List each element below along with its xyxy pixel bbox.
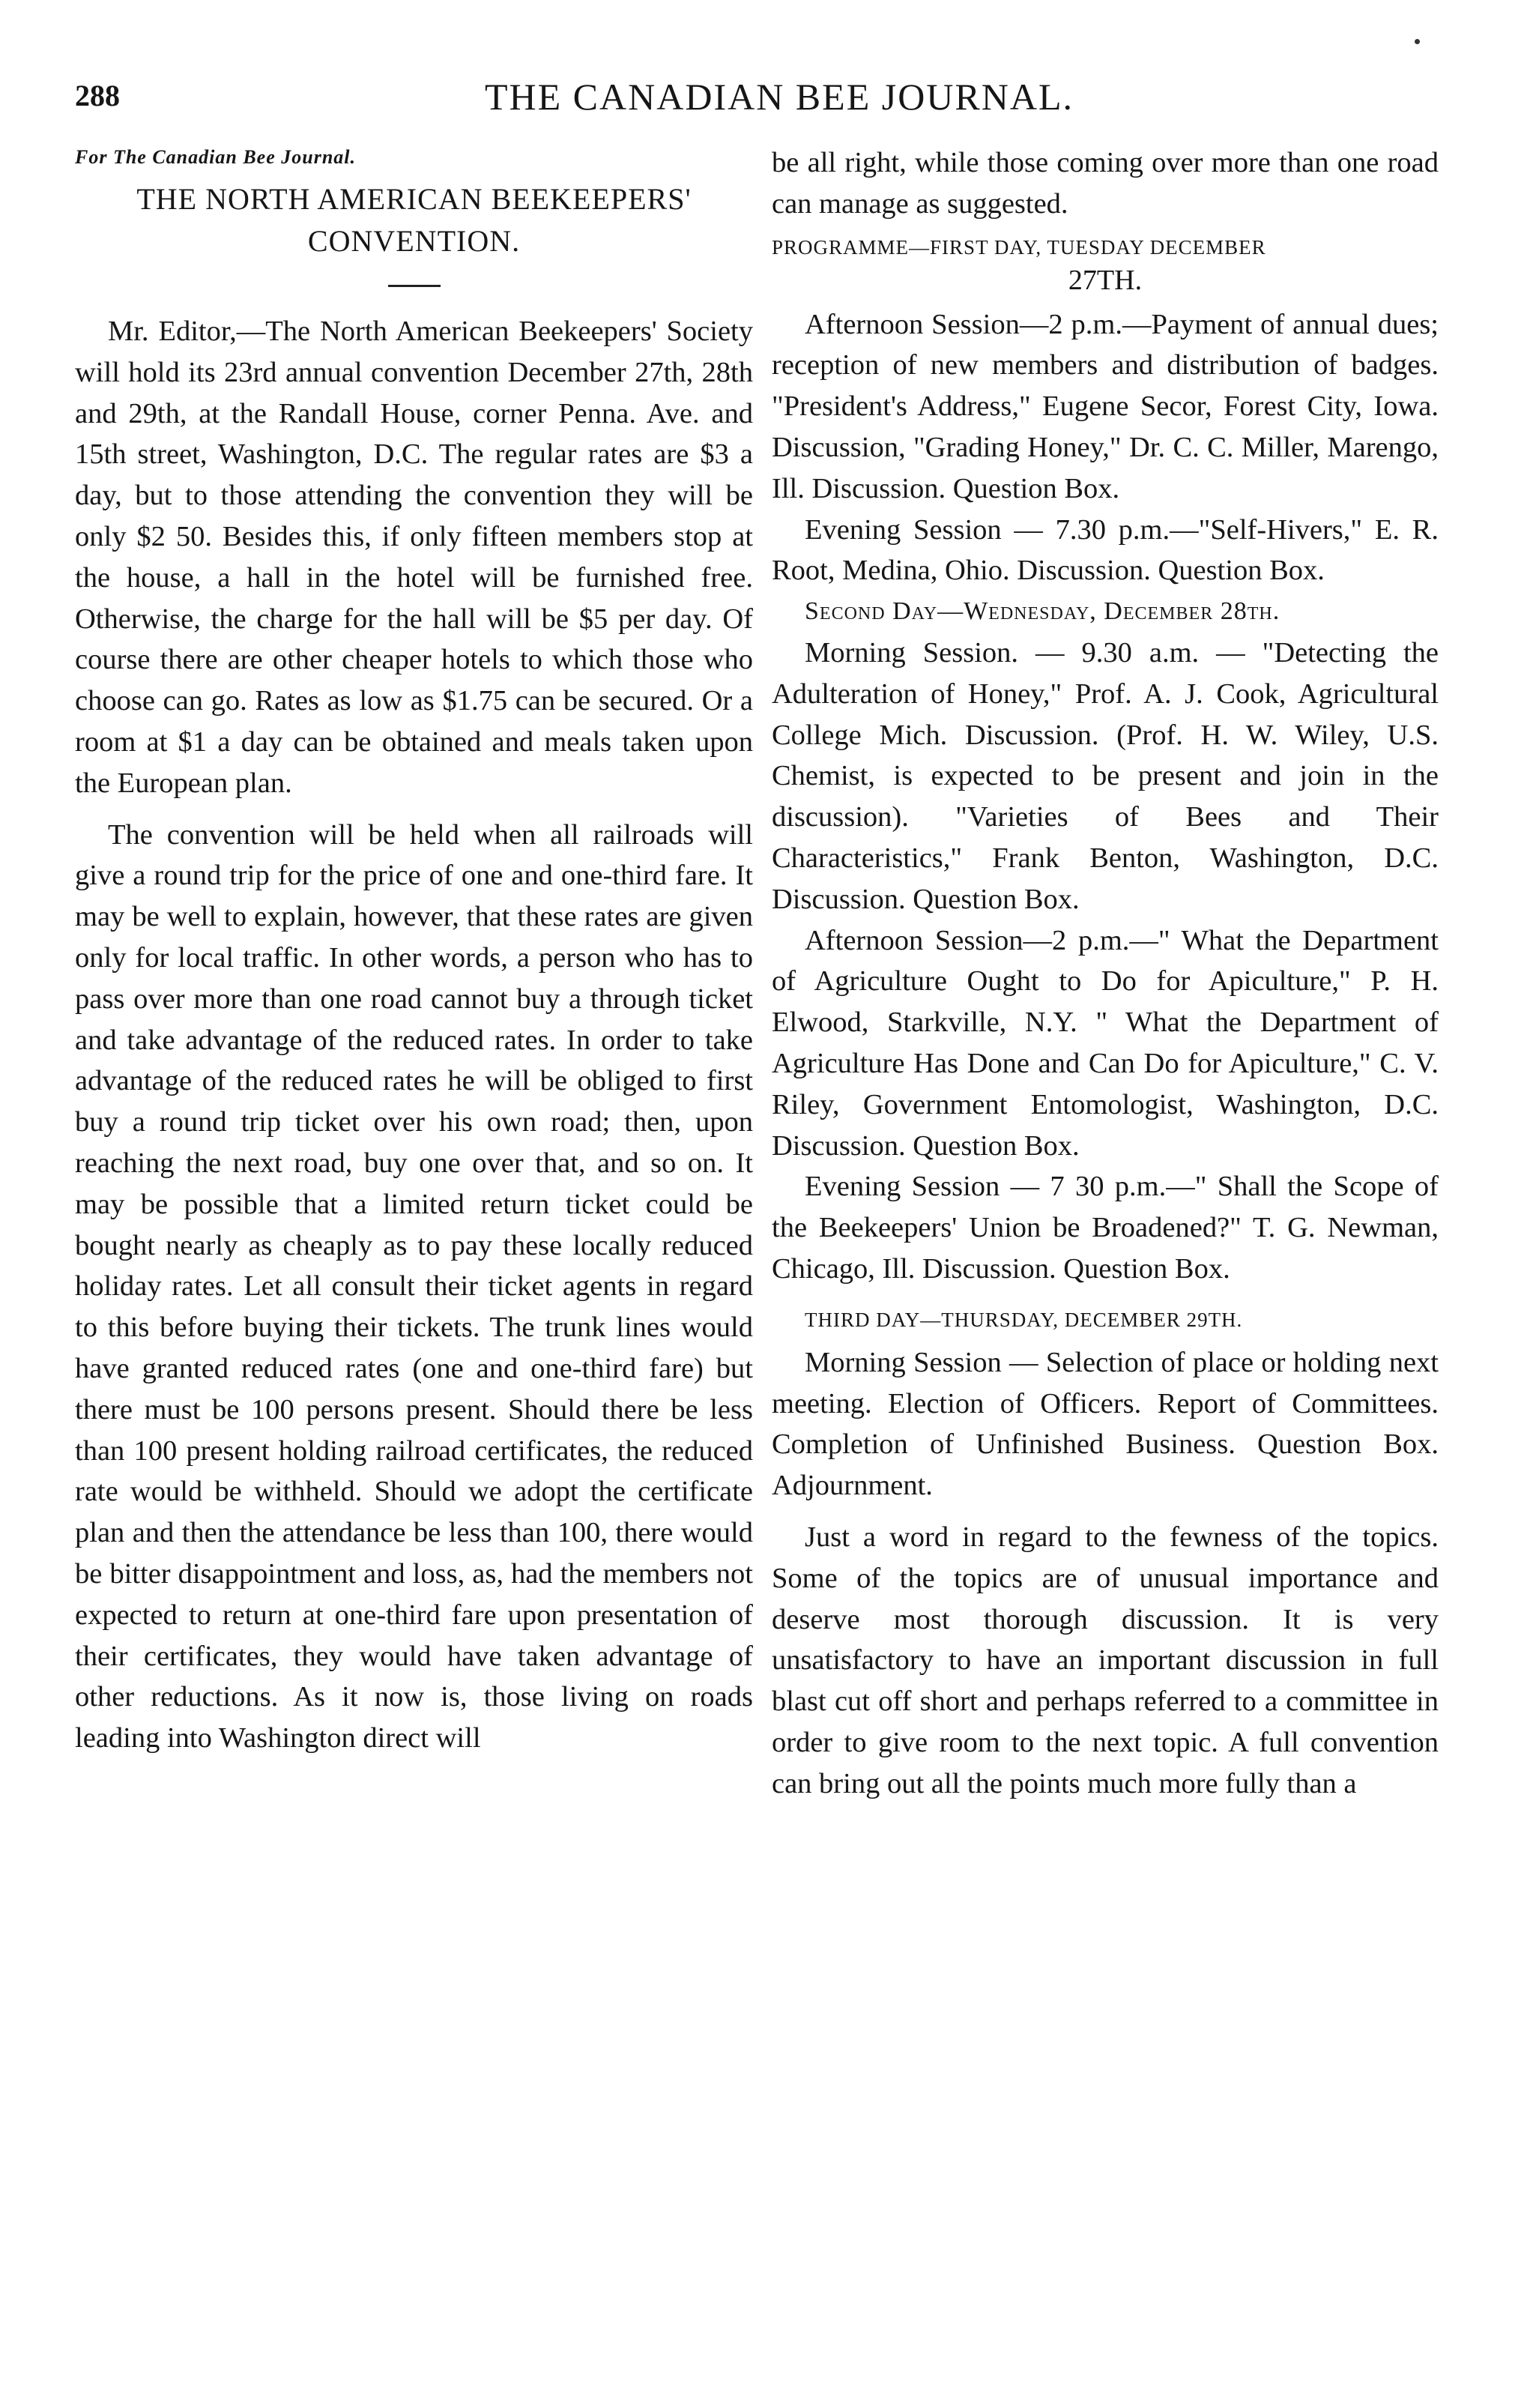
print-speck <box>1415 39 1420 44</box>
running-title: THE CANADIAN BEE JOURNAL. <box>484 76 1074 118</box>
article-title: THE NORTH AMERICAN BEEKEEPERS' CONVENTION. <box>136 182 692 258</box>
paragraph-railroad-rates: The convention will be held when all railroads will give a round trip for the price of one and one-third fare. It may be well to explain, however, that these rates are given only for local traffic. In other words, a person who has to pass over more than one road cannot buy a through ticket and take advantage of the reduced rates. In order to take advantage of the reduced rates he will be obliged to first buy a round trip ticket over his own road; then, upon reaching the next road, buy one over that, and so on. It may be possible that a limited return ticket could be bought nearly as cheaply as to pay these locally reduced holiday rates. Let all consult their ticket agents in regard to this before buying their tickets. The trunk lines would have granted reduced rates (one and one-third fare) but there must be 100 persons present. Should there be less than 100 present holding railroad certificates, the reduced rate would be withheld. Should we adopt the certificate plan and then the attendance be less than 100, there would be bitter disappointment and loss, as, had the members not expected to return at one-third fare upon presentation of their certificates, they would have taken advantage of other reductions. As it now is, those living on roads leading into Washington direct will <box>75 818 753 1754</box>
article-credit: For The Canadian Bee Journal. <box>75 146 357 168</box>
left-column <box>75 142 753 1759</box>
paragraph-closing: Just a word in regard to the fewness of the topics. Some of the topics are of unusual importance and deserve most thorough discussion. It is very unsatisfactory to have an important discussion in full blast cut off short and perhaps referred to a committee in order to give room to the next topic. A full convention can bring out all the points much more fully than a <box>772 1521 1439 1799</box>
session-third-morning: Morning Session — Selection of place or holding next meeting. Election of Officers. Report of Committees. Completion of Unfinished Business. Question Box. Adjournment. <box>772 1346 1439 1502</box>
session-first-evening: Evening Session — 7.30 p.m.—"Self-Hivers," E. R. Root, Medina, Ohio. Discussion. Question Box. <box>772 513 1439 587</box>
paragraph-letter-opening: Mr. Editor,—The North American Beekeepers' Society will hold its 23rd annual convention December 27th, 28th and 29th, at the Randall House, corner Penna. Ave. and 15th street, Washington, D.C. The regular rates are $3 a day, but to those attending the convention they will be only $2 50. Besides this, if only fifteen members stop at the house, a hall in the hotel will be furnished free. Otherwise, the charge for the hall will be $5 per day. Of course there are other cheaper hotels to which those who choose can go. Rates as low as $1.75 can be secured. Or a room at $1 a day can be obtained and meals taken upon the European plan. <box>75 316 753 799</box>
programme-date: 27TH. <box>1068 264 1143 296</box>
title-rule <box>388 285 441 287</box>
right-column <box>772 142 1439 1804</box>
page-header <box>75 75 1439 127</box>
third-day-heading: THIRD DAY—THURSDAY, DECEMBER 29TH. <box>805 1308 1243 1331</box>
session-second-afternoon: Afternoon Session—2 p.m.—" What the Department of Agriculture Ought to Do for Apiculture," P. H. Elwood, Starkville, N.Y. " What the Department of Agriculture Has Done and Can Do for Apiculture," C. V. Riley, Government Entomologist, Washington, D.C. Discussion. Question Box. <box>772 924 1439 1162</box>
second-day-heading: Second Day—Wednesday, December 28th. <box>805 597 1280 626</box>
paragraph-continued: be all right, while those coming over more than one road can manage as suggested. <box>772 147 1439 220</box>
programme-heading: PROGRAMME—FIRST DAY, TUESDAY DECEMBER <box>772 235 1266 259</box>
session-first-afternoon: Afternoon Session—2 p.m.—Payment of annual dues; reception of new members and distribution of badges. "President's Address," Eugene Secor, Forest City, Iowa. Discussion, "Grading Honey," Dr. C. C. Miller, Marengo, Ill. Discussion. Question Box. <box>772 308 1439 504</box>
session-second-morning: Morning Session. — 9.30 a.m. — "Detecting the Adulteration of Honey," Prof. A. J. Cook, Agricultural College Mich. Discussion. (Prof. H. W. Wiley, U.S. Chemist, is expected to be present and join in the discussion). "Varieties of Bees and Their Characteristics," Frank Benton, Washington, D.C. Discussion. Question Box. <box>772 636 1439 915</box>
page-number: 288 <box>75 79 120 112</box>
session-second-evening: Evening Session — 7 30 p.m.—" Shall the Scope of the Beekeepers' Union be Broadened?" T. G. Newman, Chicago, Ill. Discussion. Question Box. <box>772 1171 1439 1285</box>
